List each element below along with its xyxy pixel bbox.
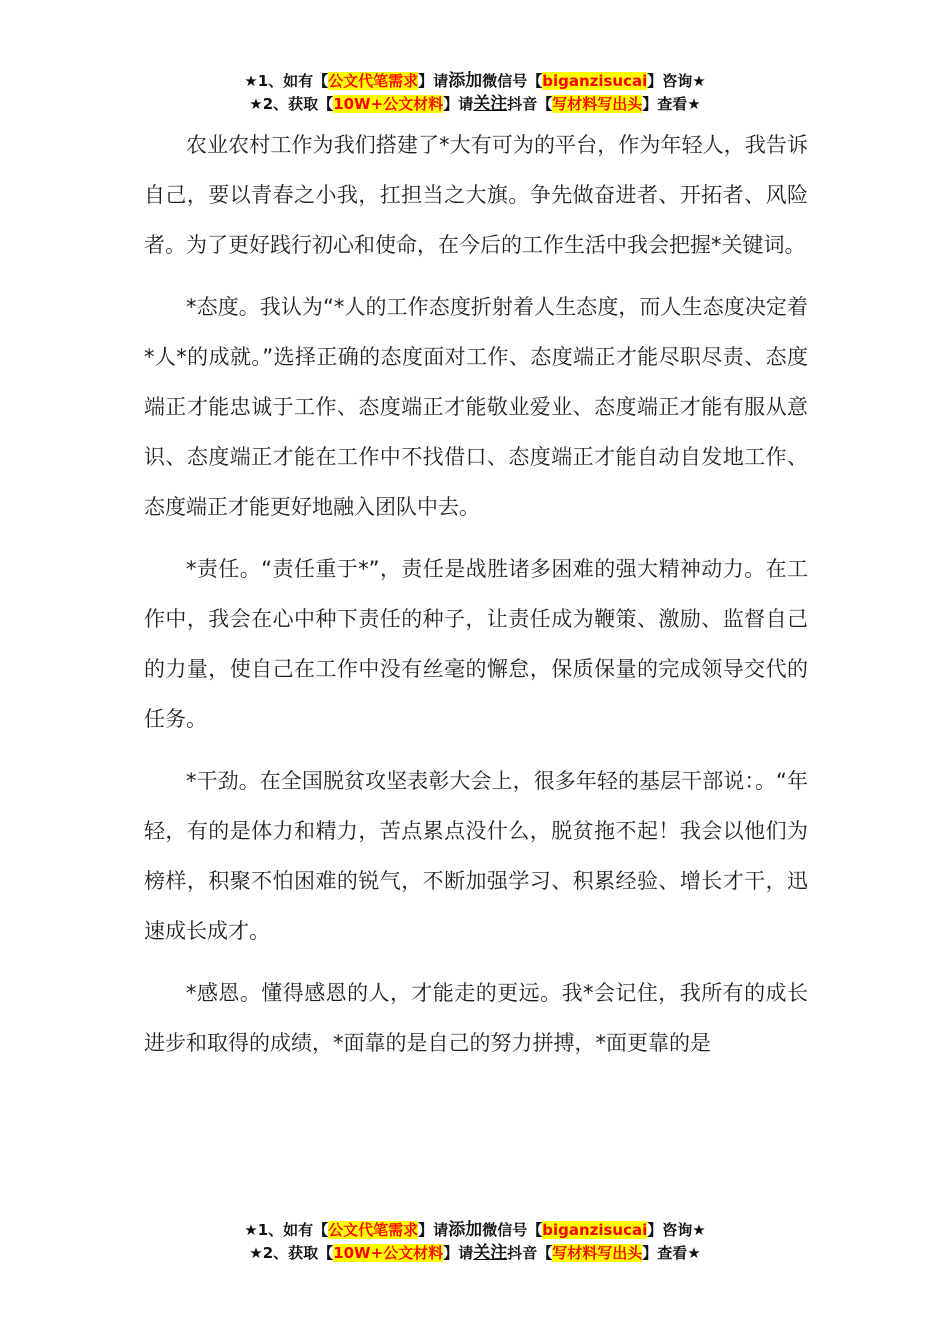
banner-text: ★2、获取【 [249,95,334,113]
banner-text: ★2、获取【 [249,1244,334,1262]
banner-highlight: 写材料写出头 [552,1244,643,1262]
banner-highlight: biganzisucai [542,72,648,90]
banner-highlight: biganzisucai [542,1221,648,1239]
banner-line-1 [0,1219,950,1242]
banner-line-2 [0,93,950,116]
banner-line-2 [0,1242,950,1265]
banner-text: 】咨询★ [647,72,706,90]
banner-highlight: 公文代笔需求 [328,72,419,90]
banner-text: 】查看★ [642,1244,701,1262]
paragraph-responsibility: *责任。“责任重于*”，责任是战胜诸多困难的强大精神动力。在工作中，我会在心中种下责任的种子，让责任成为鞭策、激励、监督自己的力量，使自己在工作中没有丝毫的懈怠，保质保量的完成领导交代的任务。 [144,557,808,731]
paragraph-intro: 农业农村工作为我们搭建了*大有可为的平台，作为年轻人，我告诉自己，要以青春之小我，扛担当之大旗。争先做奋进者、开拓者、风险者。为了更好践行初心和使命，在今后的工作生活中我会把握*关键词。 [144,133,808,257]
banner-text: 抖音【 [507,95,553,113]
document-body [144,120,808,1080]
banner-line-1 [0,70,950,93]
paragraph-attitude: *态度。我认为“*人的工作态度折射着人生态度，而人生态度决定着*人*的成就。”选择正确的态度面对工作、态度端正才能尽职尽责、态度端正才能忠诚于工作、态度端正才能敬业爱业、态度端正才能有服从意识、态度端正才能在工作中不找借口、态度端正才能自动自发地工作、态度端正才能更好地融入团队中去。 [144,295,808,519]
banner-highlight: 10W+公文材料 [333,95,444,113]
banner-text: 】请 [418,1221,449,1239]
banner-highlight: 公文代笔需求 [328,1221,419,1239]
header-banner [0,70,950,116]
banner-emphasis: 关注 [473,1243,508,1263]
banner-text: 抖音【 [507,1244,553,1262]
paragraph-drive: *干劲。在全国脱贫攻坚表彰大会上，很多年轻的基层干部说：。“年轻，有的是体力和精力，苦点累点没什么，脱贫拖不起！我会以他们为榜样，积聚不怕困难的锐气，不断加强学习、积累经验、增长才干，迅速成长成才。 [144,769,808,943]
banner-highlight: 10W+公文材料 [333,1244,444,1262]
banner-emphasis: 关注 [473,94,508,114]
footer-banner [0,1219,950,1265]
banner-highlight: 写材料写出头 [552,95,643,113]
paragraph-gratitude: *感恩。懂得感恩的人，才能走的更远。我*会记住，我所有的成长进步和取得的成绩，*面靠的是自己的努力拼搏，*面更靠的是 [144,981,808,1055]
banner-emphasis: 添加 [448,1220,483,1240]
banner-text: ★1、如有【 [244,1221,329,1239]
banner-text: 】请 [443,95,474,113]
banner-text: 】请 [418,72,449,90]
banner-text: ★1、如有【 [244,72,329,90]
banner-text: 】咨询★ [647,1221,706,1239]
banner-text: 】查看★ [642,95,701,113]
banner-text: 】请 [443,1244,474,1262]
banner-text: 微信号【 [482,1221,543,1239]
banner-emphasis: 添加 [448,71,483,91]
banner-text: 微信号【 [482,72,543,90]
